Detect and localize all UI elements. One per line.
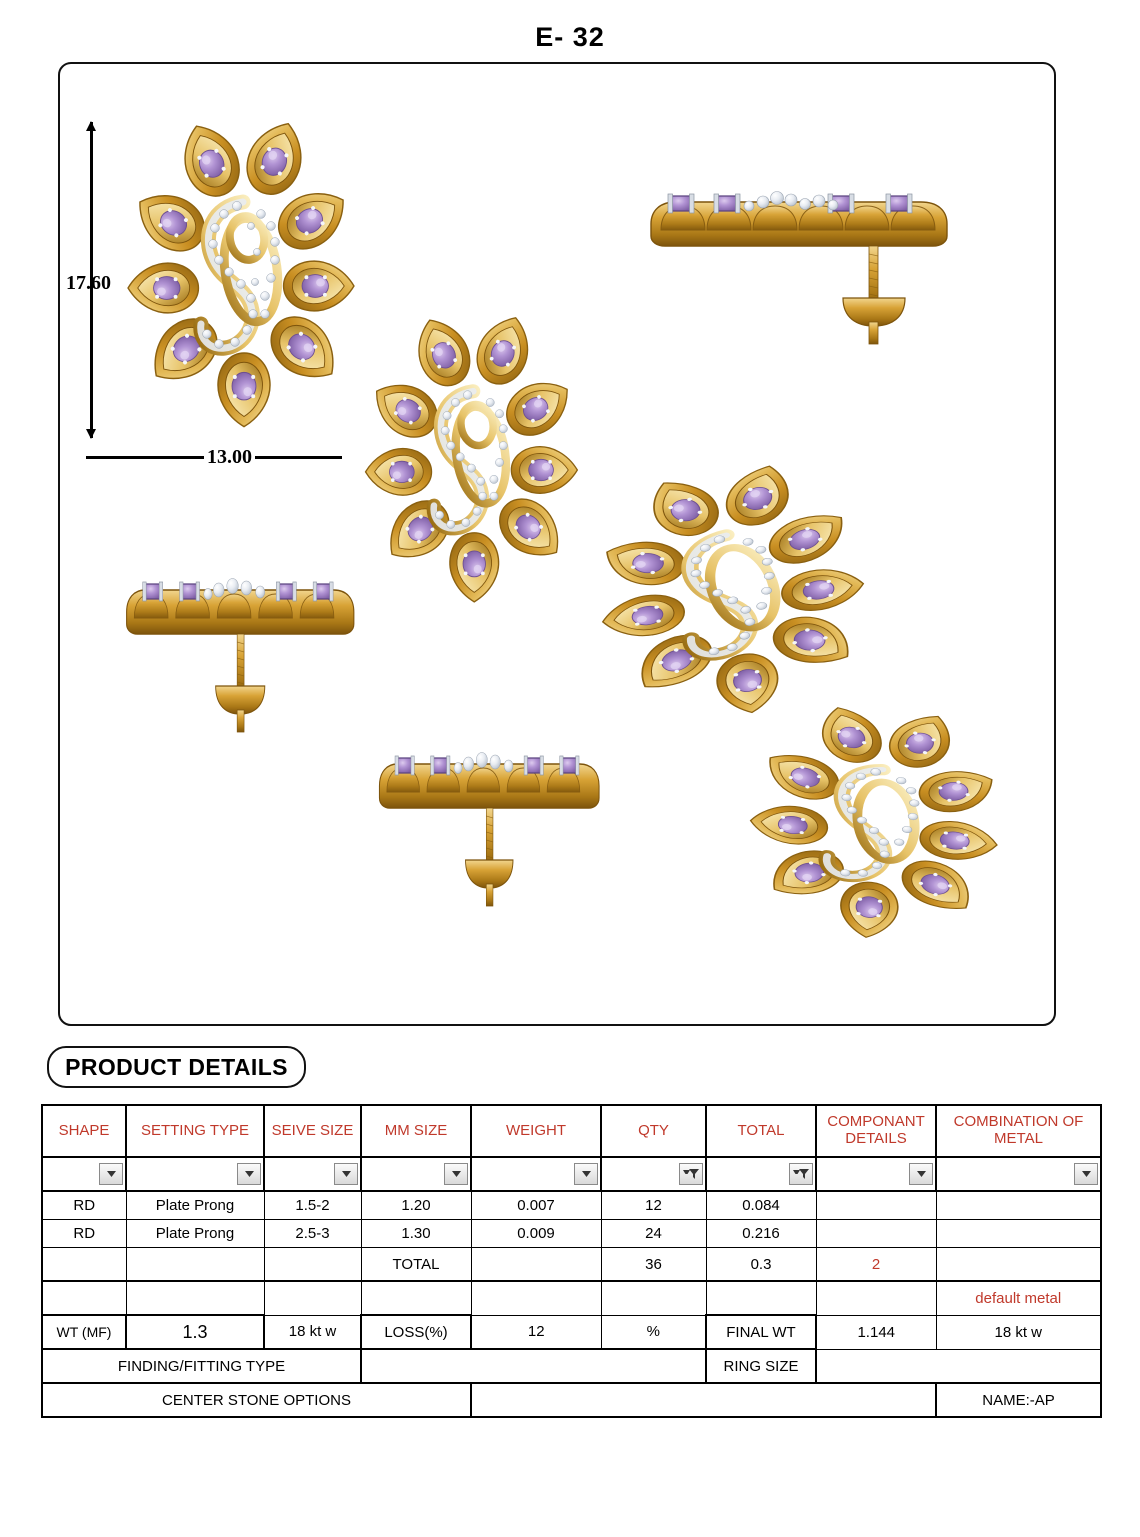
col-header-qty: QTY (601, 1105, 706, 1157)
default-metal-blank-4 (361, 1281, 471, 1315)
default-metal-blank-8 (816, 1281, 936, 1315)
page-title: E- 32 (535, 22, 605, 52)
total-row-blank-setting (126, 1248, 264, 1282)
center-stone-label: CENTER STONE OPTIONS (42, 1383, 471, 1417)
col-header-setting-type: SETTING TYPE (126, 1105, 264, 1157)
ring-size-value (816, 1349, 1101, 1383)
total-row-blank-metal (936, 1248, 1101, 1282)
final-wt-label: FINAL WT (706, 1315, 816, 1349)
filter-cell-setting-type[interactable] (126, 1157, 264, 1191)
cell-qty: 24 (601, 1220, 706, 1248)
chevron-down-icon[interactable] (237, 1163, 261, 1185)
total-row-label: TOTAL (361, 1248, 471, 1282)
finding-fitting-label: FINDING/FITTING TYPE (42, 1349, 361, 1383)
percent-symbol: % (601, 1315, 706, 1349)
loss-value: 12 (471, 1315, 601, 1349)
earring-front-view-medium (358, 305, 583, 605)
filter-cell-weight[interactable] (471, 1157, 601, 1191)
cell-combination-of-metal (936, 1220, 1101, 1248)
default-metal-blank-7 (706, 1281, 816, 1315)
table-filter-row (42, 1157, 1101, 1191)
filter-cell-mm-size[interactable] (361, 1157, 471, 1191)
default-metal-blank-5 (471, 1281, 601, 1315)
filter-cell-combination-of-metal[interactable] (936, 1157, 1101, 1191)
earring-side-view-middle-left (122, 578, 360, 738)
cell-weight: 0.009 (471, 1220, 601, 1248)
filter-cell-qty[interactable] (601, 1157, 706, 1191)
total-row-componant-details: 2 (816, 1248, 936, 1282)
funnel-filter-icon[interactable] (789, 1163, 813, 1185)
earring-angled-view-lower (736, 687, 1012, 952)
table-finding-row (42, 1349, 1101, 1383)
col-header-seive-size: SEIVE SIZE (264, 1105, 361, 1157)
default-metal-blank-6 (601, 1281, 706, 1315)
col-header-combination-of-metal: COMBINATION OF METAL (936, 1105, 1101, 1157)
metal-karat: 18 kt w (264, 1315, 361, 1349)
filter-cell-shape[interactable] (42, 1157, 126, 1191)
table-total-row (42, 1248, 1101, 1282)
chevron-down-icon[interactable] (99, 1163, 123, 1185)
wt-mf-label: WT (MF) (42, 1315, 126, 1349)
default-metal-blank-3 (264, 1281, 361, 1315)
loss-label: LOSS(%) (361, 1315, 471, 1349)
earring-front-view-large (125, 110, 355, 430)
earring-side-view-bottom-center (375, 752, 605, 912)
final-wt-value: 1.144 (816, 1315, 936, 1349)
table-header-row (42, 1105, 1101, 1157)
cell-total: 0.216 (706, 1220, 816, 1248)
total-row-blank-weight (471, 1248, 601, 1282)
total-row-blank-seive (264, 1248, 361, 1282)
product-details-table (41, 1104, 1102, 1418)
col-header-total: TOTAL (706, 1105, 816, 1157)
table-row (42, 1220, 1101, 1248)
table-center-stone-row (42, 1383, 1101, 1417)
chevron-down-icon[interactable] (909, 1163, 933, 1185)
cell-shape: RD (42, 1220, 126, 1248)
table-summary-wt-row (42, 1315, 1101, 1349)
cell-total: 0.084 (706, 1191, 816, 1220)
cell-mm-size: 1.30 (361, 1220, 471, 1248)
filter-cell-total[interactable] (706, 1157, 816, 1191)
cell-combination-of-metal (936, 1191, 1101, 1220)
col-header-shape: SHAPE (42, 1105, 126, 1157)
cell-shape: RD (42, 1191, 126, 1220)
col-header-weight: WEIGHT (471, 1105, 601, 1157)
funnel-filter-icon[interactable] (679, 1163, 703, 1185)
cell-componant-details (816, 1191, 936, 1220)
cell-mm-size: 1.20 (361, 1191, 471, 1220)
cell-weight: 0.007 (471, 1191, 601, 1220)
cell-seive-size: 2.5-3 (264, 1220, 361, 1248)
filter-cell-componant-details[interactable] (816, 1157, 936, 1191)
filter-cell-seive-size[interactable] (264, 1157, 361, 1191)
total-row-total: 0.3 (706, 1248, 816, 1282)
table-row (42, 1191, 1101, 1220)
default-metal-blank-2 (126, 1281, 264, 1315)
paisley-motif (201, 201, 284, 348)
center-stone-value (471, 1383, 936, 1417)
width-dimension-label: 13.00 (204, 446, 255, 469)
earring-side-view-top-right (645, 190, 955, 350)
chevron-down-icon[interactable] (444, 1163, 468, 1185)
chevron-down-icon[interactable] (334, 1163, 358, 1185)
cell-seive-size: 1.5-2 (264, 1191, 361, 1220)
cell-setting-type: Plate Prong (126, 1191, 264, 1220)
default-metal-value: default metal (936, 1281, 1101, 1315)
wt-mf-value: 1.3 (126, 1315, 264, 1349)
name-label: NAME:-AP (936, 1383, 1101, 1417)
height-dimension-label: 17.60 (66, 272, 111, 294)
chevron-down-icon[interactable] (574, 1163, 598, 1185)
finding-fitting-value (361, 1349, 706, 1383)
cell-qty: 12 (601, 1191, 706, 1220)
total-row-qty: 36 (601, 1248, 706, 1282)
col-header-componant-details: COMPONANT DETAILS (816, 1105, 936, 1157)
cell-setting-type: Plate Prong (126, 1220, 264, 1248)
final-metal: 18 kt w (936, 1315, 1101, 1349)
col-header-mm-size: MM SIZE (361, 1105, 471, 1157)
chevron-down-icon[interactable] (1074, 1163, 1098, 1185)
table-default-metal-row (42, 1281, 1101, 1315)
total-row-blank-shape (42, 1248, 126, 1282)
cell-componant-details (816, 1220, 936, 1248)
ring-size-label: RING SIZE (706, 1349, 816, 1383)
default-metal-blank-1 (42, 1281, 126, 1315)
earring-angled-view-upper (580, 445, 881, 735)
product-details-heading: PRODUCT DETAILS (47, 1046, 306, 1088)
